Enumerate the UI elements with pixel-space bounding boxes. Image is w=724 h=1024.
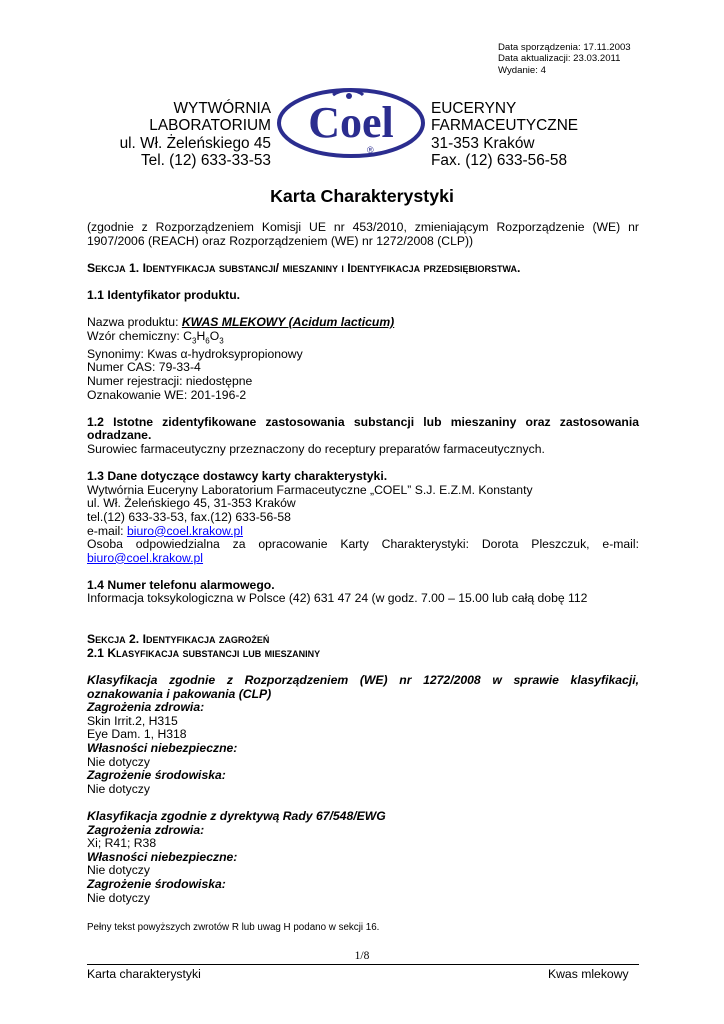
page-number: 1/8: [354, 950, 370, 962]
formula-label: Wzór chemiczny:: [87, 328, 184, 343]
emergency-phone: Informacja toksykologiczna w Polsce (42) 631 47 24 (w godz. 7.00 – 15.00 lub całą dobę 112: [87, 591, 588, 606]
supplier-name: Wytwórnia Euceryny Laboratorium Farmaceutyczne „COEL” S.J. E.Z.M. Konstanty: [87, 482, 533, 497]
directive-health-value: Xi; R41; R38: [87, 836, 157, 851]
formula-line: [87, 330, 639, 348]
intro-text: (zgodnie z Rozporządzeniem Komisji UE nr 453/2010, zmieniającym Rozporządzenie (WE) nr 1907/2006 (REACH) oraz Rozporządzeniem (WE) nr 1272/2008 (CLP)): [87, 220, 639, 248]
header-left-line: WYTWÓRNIA: [173, 100, 271, 117]
footnote: Pełny tekst powyższych zwrotów R lub uwag H podano w sekcji 16.: [87, 922, 380, 934]
directive-hazard-label: Własności niebezpieczne:: [87, 849, 238, 864]
product-name: KWAS MLEKOWY (Acidum lacticum): [181, 315, 395, 330]
directive-health-label: Zagrożenia zdrowia:: [87, 822, 205, 837]
footer-left: Karta charakterystyki: [87, 967, 201, 981]
registration-number: Numer rejestracji: niedostępne: [87, 373, 253, 388]
synonyms: Synonimy: Kwas α-hydroksypropionowy: [87, 346, 303, 361]
document-meta: [498, 42, 631, 76]
section-2-1-heading: 2.1 Klasyfikacja substancji lub mieszaniny: [87, 645, 321, 660]
clp-env-label: Zagrożenie środowiska:: [87, 768, 226, 783]
header-left-line: Tel. (12) 633-33-53: [140, 151, 271, 169]
supplier-email-line: [87, 525, 639, 539]
date-prepared: Data sporządzenia: 17.11.2003: [498, 42, 631, 53]
company-header-right: [431, 100, 578, 169]
logo-text: Coel: [308, 98, 394, 147]
section-2-heading: Sekcja 2. Identyfikacja zagrożeń: [87, 632, 270, 647]
header-right-line: EUCERYNY: [431, 100, 517, 117]
section-1-heading: Sekcja 1. Identyfikacja substancji/ mieszaniny i Identyfikacja przedsiębiorstwa.: [87, 260, 521, 275]
clp-heading-cont: oznakowania i pakowania (CLP): [87, 686, 272, 701]
header-right-line: 31-353 Kraków: [431, 134, 535, 152]
company-header-left: [100, 100, 271, 169]
clp-health-value: Eye Dam. 1, H318: [87, 727, 187, 742]
directive-hazard-value: Nie dotyczy: [87, 863, 150, 878]
footer-divider: [87, 964, 639, 965]
formula-index: 6: [205, 336, 210, 346]
directive-heading: Klasyfikacja zgodnie z dyrektywą Rady 67/548/EWG: [87, 808, 386, 823]
cas-number: Numer CAS: 79-33-4: [87, 360, 201, 375]
footer-right: Kwas mlekowy: [548, 967, 629, 981]
formula-symbol: H: [196, 328, 206, 343]
header-left-line: ul. Wł. Żeleńskiego 45: [119, 134, 271, 152]
section-1-2-text: Surowiec farmaceutyczny przeznaczony do receptury preparatów farmaceutycznych.: [87, 441, 545, 456]
formula-index: 3: [219, 336, 224, 346]
ec-number: Oznakowanie WE: 201-196-2: [87, 387, 247, 402]
header-left-line: LABORATORIUM: [149, 117, 271, 135]
clp-hazard-value: Nie dotyczy: [87, 754, 150, 769]
section-1-2-heading-cont: odradzane.: [87, 428, 152, 443]
registered-mark: ®: [367, 145, 374, 155]
supplier-email-link[interactable]: biuro@coel.krakow.pl: [126, 523, 243, 538]
document-body: [87, 221, 639, 935]
section-1-1-heading: 1.1 Identyfikator produktu.: [87, 287, 241, 302]
section-1-4-heading: 1.4 Numer telefonu alarmowego.: [87, 577, 275, 592]
document-title: Karta Charakterystyki: [270, 186, 454, 206]
clp-hazard-label: Własności niebezpieczne:: [87, 741, 238, 755]
directive-env-value: Nie dotyczy: [87, 890, 150, 905]
product-name-label: Nazwa produktu:: [87, 315, 182, 330]
formula-index: 3: [191, 336, 197, 346]
clp-health-value: Skin Irrit.2, H315: [87, 713, 178, 728]
clp-heading: Klasyfikacja zgodnie z Rozporządzeniem (WE) nr 1272/2008 w sprawie klasyfikacji,: [87, 673, 639, 688]
clp-health-label: Zagrożenia zdrowia:: [87, 700, 205, 715]
coel-logo: [275, 87, 427, 159]
supplier-phone: tel.(12) 633-33-53, fax.(12) 633-56-58: [87, 509, 291, 524]
email-label: e-mail:: [87, 523, 127, 538]
formula-symbol: O: [209, 328, 220, 343]
section-1-2-heading: 1.2 Istotne zidentyfikowane zastosowania substancji lub mieszaniny oraz zastosowania: [87, 414, 639, 429]
edition: Wydanie: 4: [498, 64, 546, 76]
formula-symbol: C: [183, 328, 192, 343]
date-updated: Data aktualizacji: 23.03.2011: [498, 53, 621, 65]
section-1-3-heading: 1.3 Dane dotyczące dostawcy karty charakterystyki.: [87, 469, 388, 484]
header-right-line: Fax. (12) 633-56-58: [431, 151, 568, 169]
product-name-line: [87, 316, 639, 330]
clp-env-value: Nie dotyczy: [87, 781, 150, 796]
responsible-person: Osoba odpowiedzialna za opracowanie Karty Charakterystyki: Dorota Pleszczuk, e-mail:: [87, 537, 639, 552]
responsible-email-link[interactable]: biuro@coel.krakow.pl: [87, 550, 204, 565]
header-right-line: FARMACEUTYCZNE: [431, 117, 579, 135]
directive-env-label: Zagrożenie środowiska:: [87, 876, 226, 891]
supplier-address: ul. Wł. Żeleńskiego 45, 31-353 Kraków: [87, 496, 296, 511]
